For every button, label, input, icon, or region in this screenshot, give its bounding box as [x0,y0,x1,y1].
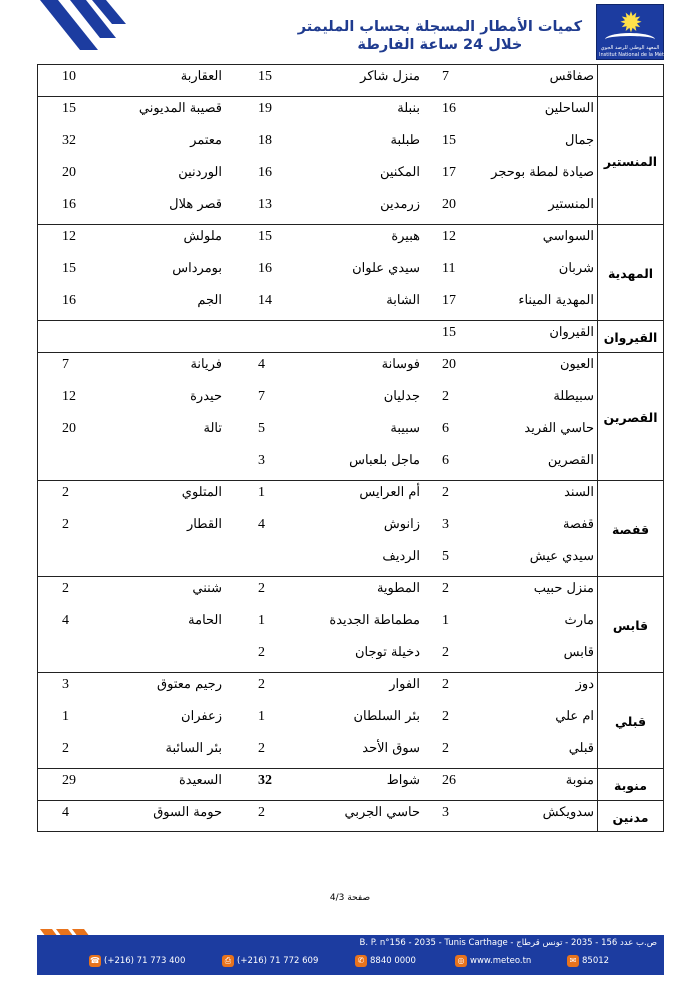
station-name: تالة [203,421,222,436]
corner-stripes-decoration [0,0,130,64]
group-separator [38,672,663,673]
station-name: حاسي الجربي [344,805,420,820]
station-name: صيادة لمطة بوحجر [491,165,594,180]
globe-icon: ◎ [455,955,467,967]
table-row [38,129,663,161]
station-name: الشابة [386,293,420,308]
station-name: المطوية [376,581,420,596]
station-name: حاسي الفريد [524,421,594,436]
rainfall-value: 6 [442,453,449,468]
document-title [298,18,582,54]
region-label: قفصة [611,521,650,537]
group-separator [38,96,663,97]
footer-fax: ⎙ (+216) 71 772 609 [222,953,318,969]
table-row [38,481,663,513]
station-name: مارث [564,613,594,628]
rainfall-value: 7 [258,389,265,404]
rainfall-value: 17 [442,165,456,180]
rainfall-value: 3 [442,805,449,820]
table-row [38,641,663,673]
table-row [38,385,663,417]
station-name: قبلي [568,741,594,756]
rainfall-value: 2 [258,741,265,756]
table-row [38,545,663,577]
station-name: سبيبة [390,421,420,436]
station-name: حومة السوق [153,805,222,820]
rainfall-value: 2 [62,485,69,500]
footer-bar [37,935,664,975]
rainfall-value: 5 [258,421,265,436]
rainfall-value: 2 [258,677,265,692]
rainfall-value: 3 [62,677,69,692]
table-row [38,193,663,225]
rainfall-value: 2 [442,645,449,660]
rainfall-value: 2 [258,645,265,660]
table-row [38,769,663,801]
region-label: المهدية [607,265,654,281]
rainfall-value: 16 [442,101,456,116]
page-header [0,0,700,64]
footer-address: B. P. n°156 - 2035 - Tunis Carthage - ص.ب عدد 156 - 2035 - تونس قرطاج [359,938,657,948]
station-name: العيون [559,357,594,372]
footer-green-number: ✆ 8840 0000 [355,953,416,969]
region-label: القيروان [603,329,658,345]
station-name: السند [564,485,594,500]
station-name [120,641,222,673]
station-name: زعفران [181,709,222,724]
rainfall-value: 19 [258,101,272,116]
rainfall-value: 26 [442,773,456,788]
rainfall-value [62,641,102,673]
region-label: قبلي [614,713,647,729]
station-name: جمال [565,133,594,148]
station-name [272,321,420,353]
station-name: العقاربة [180,69,222,84]
rainfall-value: 17 [442,293,456,308]
table-row [38,161,663,193]
table-row [38,449,663,481]
rainfall-value: 3 [442,517,449,532]
rainfall-value: 1 [258,485,265,500]
logo-text-arabic: المعهد الوطني للرصد الجوي [600,45,660,51]
rainfall-value: 20 [62,165,76,180]
rainfall-table [37,64,664,832]
rainfall-value: 14 [258,293,272,308]
rainfall-value: 2 [62,581,69,596]
group-separator [38,480,663,481]
rainfall-value: 11 [442,261,456,276]
rainfall-value: 16 [258,261,272,276]
station-name: فريانة [190,357,222,372]
rainfall-value: 2 [442,677,449,692]
station-name: سيدي عيش [529,549,594,564]
rainfall-value [62,449,102,481]
station-name: المكنين [379,165,420,180]
station-name: بئر السائبة [165,741,222,756]
station-name: شربان [558,261,594,276]
group-separator [38,352,663,353]
rainfall-value: 20 [442,197,456,212]
rainfall-value: 4 [258,517,265,532]
table-row [38,97,663,129]
rainfall-value: 16 [62,197,76,212]
rainfall-value: 4 [258,357,265,372]
station-name: القصرين [547,453,594,468]
group-separator [38,320,663,321]
station-name: شواط [386,773,420,788]
station-name: بئر السلطان [353,709,420,724]
station-name: القطار [186,517,222,532]
station-name: طبلبة [390,133,420,148]
rainfall-value [62,545,102,577]
group-separator [38,576,663,577]
rainfall-value: 29 [62,773,76,788]
rainfall-value: 7 [62,357,69,372]
table-row [38,737,663,769]
table-row [38,257,663,289]
station-name: ملولش [183,229,222,244]
table-row [38,609,663,641]
table-row [38,225,663,257]
table-row [38,417,663,449]
rainfall-value: 12 [442,229,456,244]
station-name: زرمدين [380,197,420,212]
rainfall-value [62,321,102,353]
footer-phone: ☎ (+216) 71 773 400 [90,955,186,966]
rainfall-value: 3 [258,453,265,468]
rainfall-value: 13 [258,197,272,212]
rainfall-value [258,545,288,577]
rainfall-value: 32 [258,773,272,788]
station-name: الرديف [382,549,420,564]
rainfall-value: 5 [442,549,449,564]
station-name: منوبة [565,773,594,788]
station-name: بنبلة [397,101,420,116]
station-name [120,545,222,577]
station-name: سوق الأحد [362,741,420,756]
table-row [38,513,663,545]
rainfall-value [258,321,288,353]
table-row [38,705,663,737]
table-row [38,577,663,609]
footer-sms: ✉ 85012 [567,953,609,969]
table-row [38,801,663,833]
group-separator [38,224,663,225]
rainfall-value: 16 [62,293,76,308]
station-name: السواسي [542,229,594,244]
station-name: السعيدة [179,773,222,788]
rainfall-value: 15 [442,325,456,340]
region-label: المنستير [603,153,658,169]
table-row [38,65,663,97]
station-name: قصر هلال [169,197,222,212]
station-name [120,449,222,481]
station-name: الفوار [389,677,420,692]
rainfall-value: 2 [62,741,69,756]
region-label: قابس [612,617,649,633]
fax-icon: ⎙ [222,955,234,967]
rainfall-value: 2 [442,741,449,756]
station-name: زانوش [383,517,420,532]
title-line-2: خلال 24 ساعة الفارطة [357,37,523,53]
station-name [120,321,222,353]
rainfall-value: 12 [62,229,76,244]
station-name: ماجل بلعباس [349,453,420,468]
rainfall-value: 18 [258,133,272,148]
station-name: صفاقس [549,69,594,84]
rainfall-value: 1 [442,613,449,628]
rainfall-value: 15 [442,133,456,148]
rainfall-value: 2 [442,581,449,596]
station-name: بومرداس [172,261,222,276]
page-number: صفحة 4/3 [329,893,371,903]
station-name: هبيرة [391,229,420,244]
group-separator [38,800,663,801]
rainfall-value: 6 [442,421,449,436]
station-name: فوسانة [381,357,420,372]
station-name: أم العرايس [359,485,420,500]
station-name: دخيلة توجان [354,645,420,660]
rainfall-value: 15 [62,261,76,276]
phone-icon: ☎ [90,955,100,965]
station-name: ام علي [555,709,594,724]
station-name: سيدي علوان [352,261,420,276]
station-name: منزل شاكر [360,69,420,84]
rainfall-value: 2 [442,389,449,404]
rainfall-value: 7 [442,69,449,84]
sun-star-icon: ✹ [619,6,643,39]
footer-website[interactable]: ◎ www.meteo.tn [455,953,531,969]
station-name: المنستير [548,197,594,212]
station-name: سدويكش [542,805,594,820]
station-name: قفصة [562,517,594,532]
rainfall-value: 2 [442,485,449,500]
station-name: قابس [563,645,594,660]
station-name: الساحلين [544,101,594,116]
table-row [38,673,663,705]
rainfall-value: 10 [62,69,76,84]
rainfall-value: 16 [258,165,272,180]
rainfall-value: 15 [258,229,272,244]
rainfall-value: 1 [258,709,265,724]
station-name: سبيطلة [553,389,594,404]
station-name: الجم [197,293,222,308]
rainfall-value: 15 [62,101,76,116]
station-name: الوردنين [178,165,222,180]
rainfall-value: 2 [62,517,69,532]
title-line-1: كميات الأمطار المسجلة بحساب المليمتر [297,19,582,35]
sms-icon: ✉ [567,955,579,967]
region-label: القصرين [603,409,658,425]
rainfall-value: 20 [442,357,456,372]
rainfall-value: 2 [258,581,265,596]
rainfall-value: 2 [258,805,265,820]
logo-text-french: Institut National de la Météorologie [599,52,688,58]
handset-icon: ✆ [355,955,367,967]
station-name: منزل حبيب [533,581,594,596]
station-name: القيروان [549,325,594,340]
rainfall-value: 20 [62,421,76,436]
region-label: مدنين [612,809,649,825]
station-name: معتمر [190,133,222,148]
station-name: شنني [192,581,222,596]
station-name: المتلوي [181,485,222,500]
rainfall-value: 4 [62,805,69,820]
station-name: قصيبة المديوني [138,101,222,116]
inm-logo [596,4,688,60]
rainfall-value: 12 [62,389,76,404]
group-separator [38,768,663,769]
station-name: دوز [575,677,594,692]
rainfall-value: 15 [258,69,272,84]
rainfall-value: 4 [62,613,69,628]
rainfall-value: 32 [62,133,76,148]
station-name: مطماطة الجديدة [329,613,420,628]
rainfall-value: 1 [62,709,69,724]
station-name: رجيم معتوق [157,677,222,692]
region-label: منوبة [614,777,647,793]
table-row [38,353,663,385]
station-name: حيدرة [190,389,222,404]
station-name: جدليان [383,389,420,404]
rainfall-value: 2 [442,709,449,724]
station-name: المهدية الميناء [518,293,594,308]
station-name: الحامة [188,613,222,628]
rainfall-value: 1 [258,613,265,628]
table-row [38,289,663,321]
table-row [38,321,663,353]
